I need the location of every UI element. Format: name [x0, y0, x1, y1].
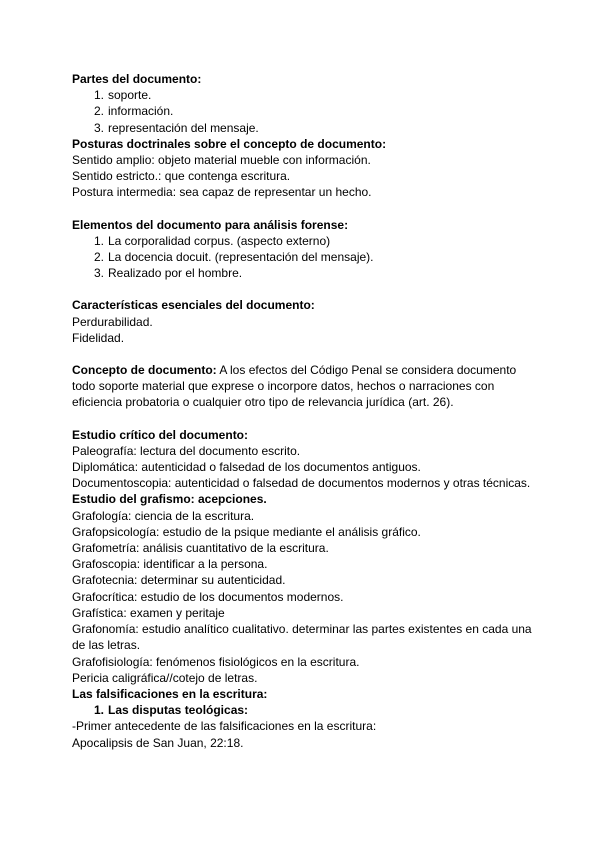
elementos-list [72, 233, 540, 282]
text-line: Grafística: examen y peritaje [72, 605, 225, 620]
list-number: 1. [93, 703, 104, 718]
section-heading-estudio: Estudio crítico del documento: [72, 427, 249, 442]
list-item [93, 87, 540, 103]
section-heading-partes: Partes del documento: [72, 72, 202, 86]
list-number: 3. [93, 120, 104, 135]
text-line: Pericia caligráfica//cotejo de letras. [72, 670, 258, 685]
list-number: 3. [93, 266, 104, 281]
text-line: Documentoscopia: autenticidad o falsedad de documentos modernos y otras técnicas. [72, 476, 531, 491]
list-text: Las disputas teológicas: [108, 703, 249, 718]
section-heading-caracteristicas: Características esenciales del documento: [72, 298, 315, 313]
text-line: Apocalipsis de San Juan, 22:18. [72, 735, 244, 750]
text-line: Fidelidad. [72, 330, 125, 345]
text-line: Grafotecnia: determinar su autenticidad. [72, 573, 286, 588]
list-text: soporte. [108, 88, 152, 103]
list-item [93, 702, 540, 718]
text-line: Grafocrítica: estudio de los documentos modernos. [72, 589, 344, 604]
text-line: Paleografía: lectura del documento escrito. [72, 443, 301, 458]
text-line: Grafonomía: estudio analítico cualitativo. determinar las partes existentes en cada una de las letras. [72, 622, 532, 653]
concepto-label: Concepto de documento: [72, 363, 217, 378]
list-text: representación del mensaje. [108, 120, 259, 135]
list-item [93, 265, 540, 281]
text-line: Diplomática: autenticidad o falsedad de los documentos antiguos. [72, 460, 421, 475]
list-text: Realizado por el hombre. [108, 266, 243, 281]
concepto-text: A los efectos del Código Penal se considera documento todo soporte material que exprese o incorpore datos, hechos o narraciones con eficiencia probatoria o cualquier otro tipo de relevancia jurídica (art. 26). [72, 363, 517, 410]
list-text: La corporalidad corpus. (aspecto externo) [108, 233, 331, 248]
list-number: 1. [93, 233, 104, 248]
text-line: Grafoscopia: identificar a la persona. [72, 557, 268, 572]
list-text: La docencia docuit. (representación del mensaje). [108, 250, 374, 265]
list-number: 1. [93, 88, 104, 103]
partes-list [72, 87, 540, 136]
text-line: -Primer antecedente de las falsificaciones en la escritura: [72, 719, 377, 734]
text-line: Perdurabilidad. [72, 314, 153, 329]
list-item [93, 233, 540, 249]
list-text: información. [108, 104, 174, 119]
text-line: Sentido estricto.: que contenga escritura. [72, 169, 291, 184]
list-number: 2. [93, 250, 104, 265]
text-line: Grafopsicología: estudio de la psique mediante el análisis gráfico. [72, 524, 421, 539]
list-number: 2. [93, 104, 104, 119]
section-heading-grafismo: Estudio del grafismo: acepciones. [72, 492, 267, 507]
list-item [93, 249, 540, 265]
concepto-paragraph [72, 362, 540, 411]
text-line: Postura intermedia: sea capaz de representar un hecho. [72, 185, 372, 200]
section-heading-posturas: Posturas doctrinales sobre el concepto de documento: [72, 136, 387, 151]
section-heading-falsificaciones: Las falsificaciones en la escritura: [72, 686, 268, 701]
text-line: Sentido amplio: objeto material mueble con información. [72, 153, 371, 168]
text-line: Grafología: ciencia de la escritura. [72, 508, 255, 523]
section-heading-elementos: Elementos del documento para análisis forense: [72, 217, 349, 232]
list-item [93, 120, 540, 136]
falsificaciones-list [72, 702, 540, 718]
text-line: Grafofisiología: fenómenos fisiológicos en la escritura. [72, 654, 360, 669]
text-line: Grafometría: análisis cuantitativo de la escritura. [72, 541, 329, 556]
list-item [93, 103, 540, 119]
